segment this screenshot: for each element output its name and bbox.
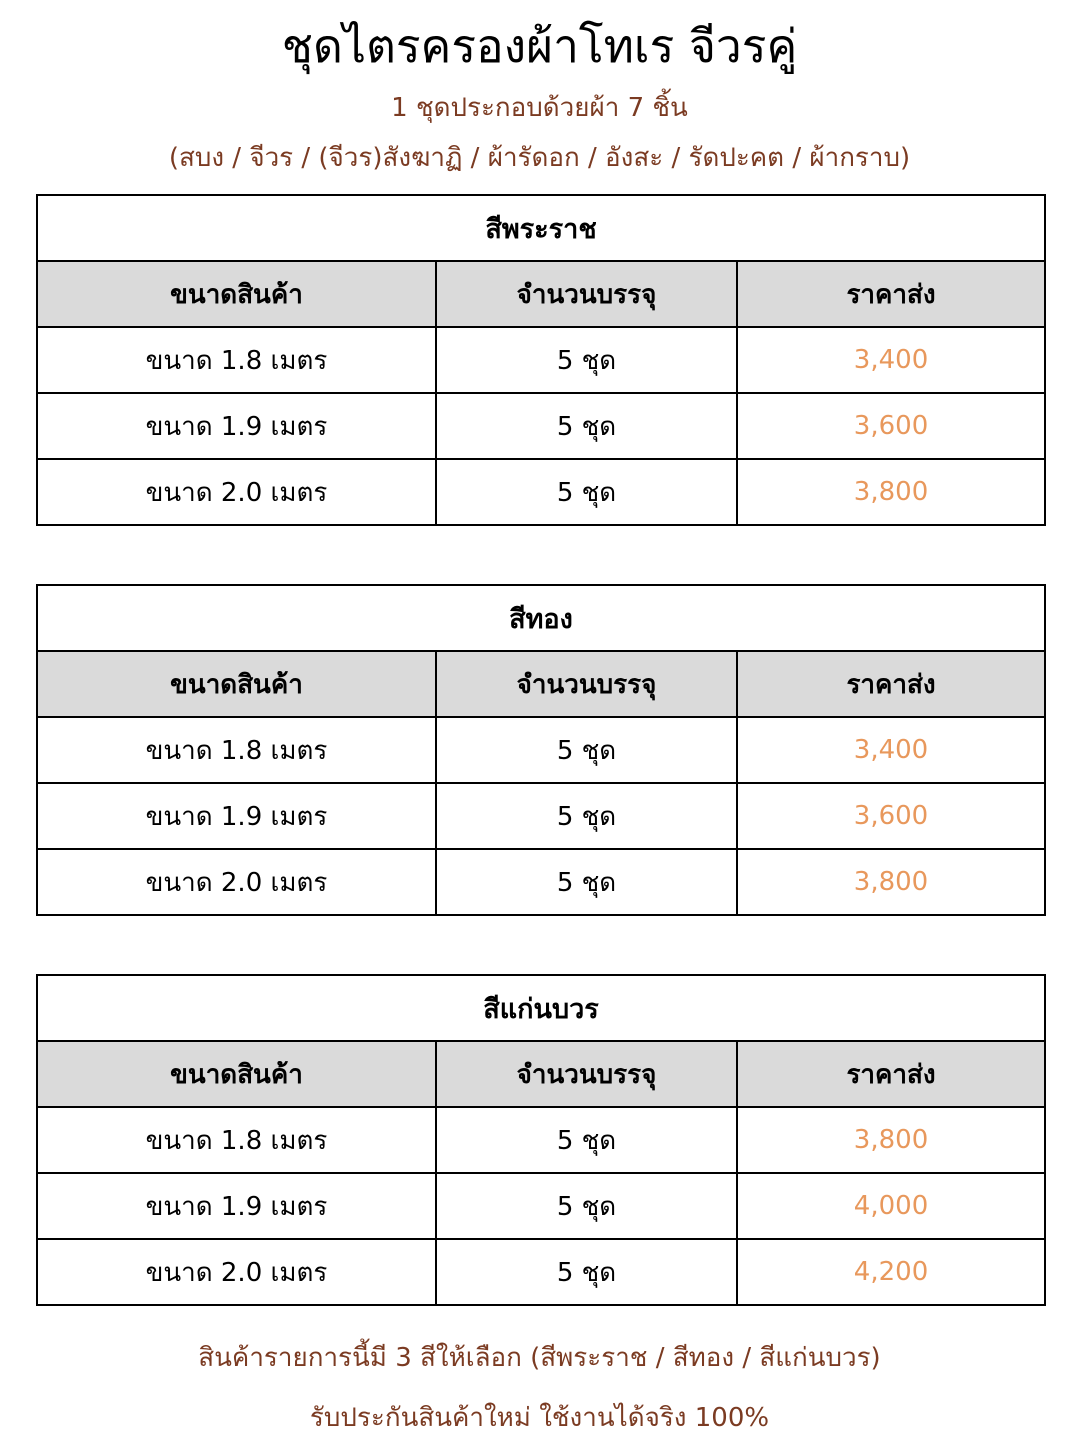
price-table-royal (36, 194, 1046, 526)
cell-qty: 5 ชุด (436, 393, 737, 459)
cell-size: ขนาด 2.0 เมตร (37, 459, 436, 525)
set-items-list: (สบง / จีวร / (จีวร)สังฆาฏิ / ผ้ารัดอก / อังสะ / รัดปะคต / ผ้ากราบ) (168, 143, 911, 173)
cell-price: 3,800 (737, 1107, 1045, 1173)
column-header-price: ราคาส่ง (737, 261, 1045, 327)
cell-size: ขนาด 1.8 เมตร (37, 1107, 436, 1173)
column-header-size: ขนาดสินค้า (37, 1041, 436, 1107)
table-header-row (37, 651, 1045, 717)
table-row (37, 393, 1045, 459)
cell-price: 4,000 (737, 1173, 1045, 1239)
cell-size: ขนาด 1.8 เมตร (37, 327, 436, 393)
table-color-title: สีแก่นบวร (37, 975, 1045, 1041)
price-table-kaenbowon (36, 974, 1046, 1306)
cell-qty: 5 ชุด (436, 1173, 737, 1239)
table-header-row (37, 261, 1045, 327)
color-options-note: สินค้ารายการนี้มี 3 สีให้เลือก (สีพระราช / สีทอง / สีแก่นบวร) (198, 1343, 881, 1373)
table-row (37, 459, 1045, 525)
cell-qty: 5 ชุด (436, 849, 737, 915)
column-header-price: ราคาส่ง (737, 1041, 1045, 1107)
price-table-gold (36, 584, 1046, 916)
column-header-size: ขนาดสินค้า (37, 651, 436, 717)
table-color-title: สีทอง (37, 585, 1045, 651)
column-header-price: ราคาส่ง (737, 651, 1045, 717)
table-row (37, 327, 1045, 393)
table-row (37, 783, 1045, 849)
page-title: ชุดไตรครองผ้าโทเร จีวรคู่ (281, 19, 798, 73)
column-header-size: ขนาดสินค้า (37, 261, 436, 327)
cell-price: 3,600 (737, 783, 1045, 849)
cell-size: ขนาด 1.9 เมตร (37, 783, 436, 849)
cell-qty: 5 ชุด (436, 783, 737, 849)
table-color-row (37, 585, 1045, 651)
column-header-qty: จำนวนบรรจุ (436, 261, 737, 327)
cell-qty: 5 ชุด (436, 717, 737, 783)
cell-size: ขนาด 1.8 เมตร (37, 717, 436, 783)
cell-size: ขนาด 2.0 เมตร (37, 1239, 436, 1305)
table-color-row (37, 195, 1045, 261)
table-row (37, 1107, 1045, 1173)
table-row (37, 717, 1045, 783)
cell-qty: 5 ชุด (436, 459, 737, 525)
cell-price: 3,400 (737, 717, 1045, 783)
cell-size: ขนาด 2.0 เมตร (37, 849, 436, 915)
cell-size: ขนาด 1.9 เมตร (37, 393, 436, 459)
cell-price: 3,800 (737, 459, 1045, 525)
table-row (37, 1239, 1045, 1305)
cell-qty: 5 ชุด (436, 1239, 737, 1305)
cell-size: ขนาด 1.9 เมตร (37, 1173, 436, 1239)
cell-price: 4,200 (737, 1239, 1045, 1305)
column-header-qty: จำนวนบรรจุ (436, 651, 737, 717)
set-contents-subtitle: 1 ชุดประกอบด้วยผ้า 7 ชิ้น (391, 93, 688, 123)
table-row (37, 849, 1045, 915)
cell-price: 3,400 (737, 327, 1045, 393)
table-color-title: สีพระราช (37, 195, 1045, 261)
column-header-qty: จำนวนบรรจุ (436, 1041, 737, 1107)
table-header-row (37, 1041, 1045, 1107)
table-color-row (37, 975, 1045, 1041)
cell-qty: 5 ชุด (436, 1107, 737, 1173)
cell-price: 3,600 (737, 393, 1045, 459)
cell-price: 3,800 (737, 849, 1045, 915)
cell-qty: 5 ชุด (436, 327, 737, 393)
table-row (37, 1173, 1045, 1239)
warranty-note: รับประกันสินค้าใหม่ ใช้งานได้จริง 100% (309, 1403, 770, 1433)
